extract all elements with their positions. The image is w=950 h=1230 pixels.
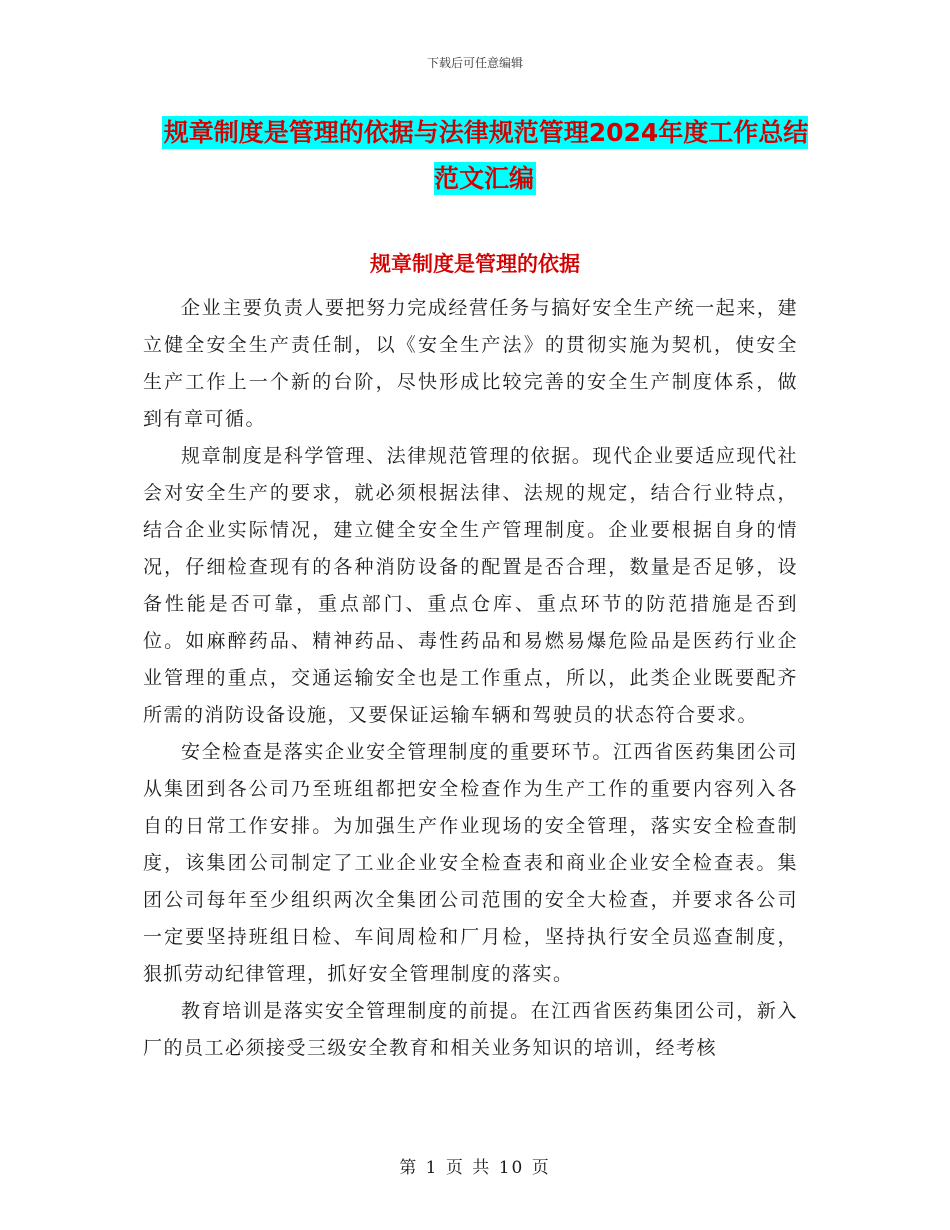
header-note: 下载后可任意编辑 <box>426 56 523 70</box>
paragraph-2: 规章制度是科学管理、法律规范管理的依据。现代企业要适应现代社会对安全生产的要求，就必须根据法律、法规的规定，结合行业特点，结合企业实际情况，建立健全安全生产管理制度。企业要根据自身的情况，仔细检查现有的各种消防设备的配置是否合理，数量是否足够，设备性能是否可靠，重点部门、重点仓库、重点环节的防范措施是否到位。如麻醉药品、精神药品、毒性药品和易燃易爆危险品是医药行业企业管理的重点，交通运输安全也是工作重点，所以，此类企业既要配齐所需的消防设备设施，又要保证运输车辆和驾驶员的状态符合要求。 <box>143 445 798 726</box>
document-title-text: 规章制度是管理的依据与法律规范管理2024年度工作总结范文汇编 <box>163 118 809 193</box>
document-body <box>143 290 798 1067</box>
paragraph-1: 企业主要负责人要把努力完成经营任务与搞好安全生产统一起来，建立健全安全生产责任制，以《安全生产法》的贯彻实施为契机，使安全生产工作上一个新的台阶，尽快形成比较完善的安全生产制度体系，做到有章可循。 <box>143 297 798 430</box>
paragraph-3: 安全检查是落实企业安全管理制度的重要环节。江西省医药集团公司从集团到各公司乃至班组都把安全检查作为生产工作的重要内容列入各自的日常工作安排。为加强生产作业现场的安全管理，落实安全检查制度，该集团公司制定了工业企业安全检查表和商业企业安全检查表。集团公司每年至少组织两次全集团公司范围的安全大检查，并要求各公司一定要坚持班组日检、车间周检和厂月检，坚持执行安全员巡查制度，狠抓劳动纪律管理，抓好安全管理制度的落实。 <box>143 741 798 985</box>
paragraph-4: 教育培训是落实安全管理制度的前提。在江西省医药集团公司，新入厂的员工必须接受三级安全教育和相关业务知识的培训，经考核 <box>143 1000 798 1059</box>
section-title: 规章制度是管理的依据 <box>370 252 580 276</box>
page-number-footer: 第 1 页 共 10 页 <box>399 1158 551 1178</box>
document-title <box>150 110 820 202</box>
